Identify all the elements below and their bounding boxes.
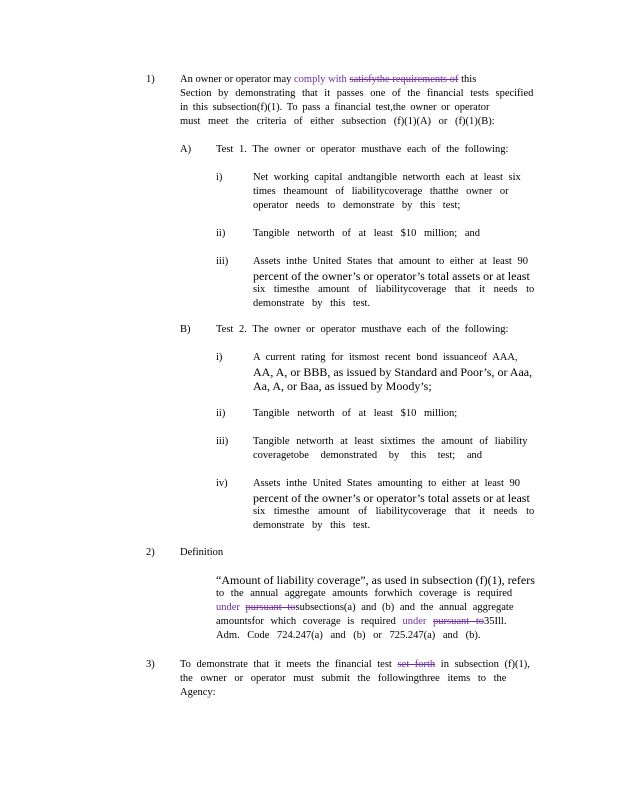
item-2-text: [216, 573, 534, 643]
item-2-line-3: under pursuant tosubsections(a) and (b) and the annual aggregate: [216, 602, 514, 613]
test-a-i-label: i): [216, 172, 223, 183]
test-b-i-line-2: AA, A, or BBB, as issued by Standard and Poor’s, or Aaa,: [253, 365, 533, 379]
item-2-line-4: amountsfor which coverage is required under pursuant to35Ill.: [216, 616, 507, 627]
test-b-ii-label: ii): [216, 408, 226, 419]
item-3-line-1: To demonstrate that it meets the financial test set forth in subsection (f)(1),: [180, 659, 530, 670]
test-a-iii-line-1: Assets inthe United States that amount to either at least 90: [253, 256, 528, 267]
test-b-i-text: [253, 351, 537, 393]
item-1-line-3: in this subsection(f)(1). To pass a financial test,the owner or operator: [180, 102, 490, 113]
test-b-i-line-3: Aa, A, or Baa, as issued by Moody’s;: [253, 379, 432, 393]
test-b-iv-line-1: Assets inthe United States amounting to either at least 90: [253, 478, 520, 489]
test-a-i-line-2: times theamount of liabilitycoverage thatthe owner or: [253, 186, 509, 197]
test-b-label: B): [180, 324, 191, 335]
inserted-text: comply with: [294, 74, 347, 85]
deleted-text: pursuant to: [433, 616, 484, 627]
test-a-iii-line-2: percent of the owner’s or operator’s total assets or at least: [253, 269, 530, 283]
item-1-line-4: must meet the criteria of either subsection (f)(1)(A) or (f)(1)(B):: [180, 116, 495, 127]
inserted-text: under: [216, 602, 240, 613]
item-2-line-1: “Amount of liability coverage”, as used in subsection (f)(1), refers: [216, 573, 535, 587]
test-a-i-line-3: operator needs to demonstrate by this test;: [253, 200, 461, 211]
test-a-iii-line-4: demonstrate by this test.: [253, 298, 371, 309]
test-a-ii-label: ii): [216, 228, 226, 239]
item-2-line-2: to the annual aggregate amounts forwhich coverage is required: [216, 588, 513, 599]
definition-heading: Definition: [180, 547, 224, 558]
item-number-1: 1): [146, 74, 155, 85]
test-b-ii-text: Tangible networth of at least $10 million;: [253, 408, 458, 419]
inserted-text: under: [402, 616, 427, 627]
test-b-iv-line-4: demonstrate by this test.: [253, 520, 371, 531]
item-1-line-2: Section by demonstrating that it passes one of the financial tests specified: [180, 88, 534, 99]
test-b-iii-label: iii): [216, 436, 229, 447]
test-b-i-line-1: A current rating for itsmost recent bond issuanceof AAA,: [253, 352, 518, 363]
item-3-text: [180, 658, 536, 700]
test-a-label: A): [180, 144, 192, 155]
test-b-heading: Test 2. The owner or operator musthave each of the following:: [216, 324, 509, 335]
item-1-text: [180, 73, 534, 129]
item-3-line-3: Agency:: [180, 687, 216, 698]
deleted-text: pursuant to: [245, 602, 296, 613]
item-number-2: 2): [146, 547, 155, 558]
test-b-iv-text: [253, 477, 537, 533]
test-a-iii-label: iii): [216, 256, 229, 267]
test-a-heading: Test 1. The owner or operator musthave each of the following:: [216, 144, 509, 155]
item-3-line-2: the owner or operator must submit the followingthree items to the: [180, 673, 507, 684]
deleted-text: satisfythe requirements of: [349, 74, 459, 85]
item-number-3: 3): [146, 659, 155, 670]
test-b-iii-line-2: coveragetobe demonstrated by this test; and: [253, 450, 482, 461]
test-b-iv-line-2: percent of the owner’s or operator’s total assets or at least: [253, 491, 530, 505]
test-a-i-line-1: Net working capital andtangible networth each at least six: [253, 172, 521, 183]
item-2-line-5: Adm. Code 724.247(a) and (b) or 725.247(a) and (b).: [216, 630, 481, 641]
test-a-i-text: [253, 171, 533, 213]
test-a-iii-text: [253, 255, 537, 311]
test-b-iv-label: iv): [216, 478, 228, 489]
test-b-iv-line-3: six timesthe amount of liabilitycoverage that it needs to: [253, 506, 535, 517]
test-b-iii-line-1: Tangible networth at least sixtimes the amount of liability: [253, 436, 528, 447]
test-b-iii-text: [253, 435, 537, 463]
test-a-ii-text: Tangible networth of at least $10 million; and: [253, 228, 481, 239]
deleted-text: set forth: [397, 659, 436, 670]
test-a-iii-line-3: six timesthe amount of liabilitycoverage that it needs to: [253, 284, 535, 295]
test-b-i-label: i): [216, 352, 223, 363]
item-1-line-1: An owner or operator may comply with satisfythe requirements of this: [180, 74, 477, 85]
